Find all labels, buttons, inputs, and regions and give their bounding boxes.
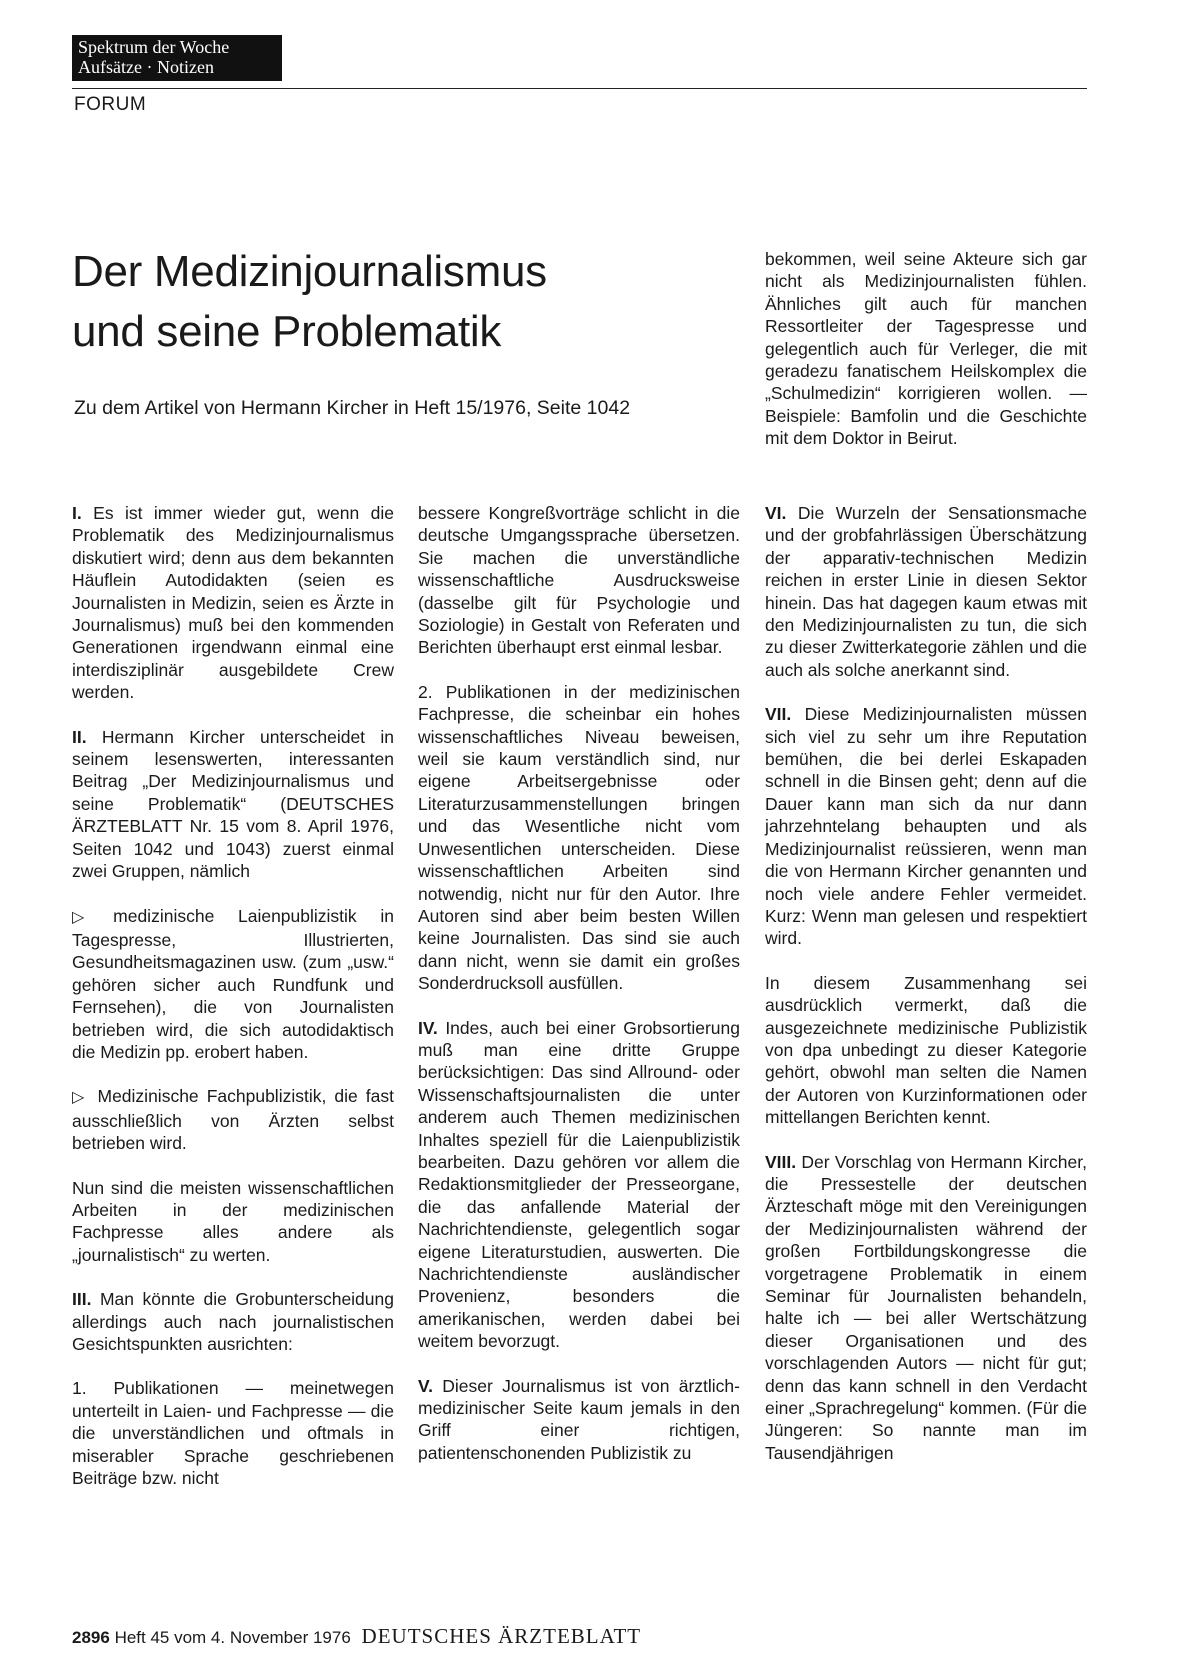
- paragraph-text: Hermann Kircher unterscheidet in seinem lesenswerten, interessanten Beitrag „Der Medizinjournalismus und seine Problematik“ (DEUTSCHES ÄRZTEBLATT Nr. 15 vom 8. April 1976, Seiten 1042 und 1043) zuerst einmal zwei Gruppen, nämlich: [72, 726, 394, 882]
- article-subtitle: Zu dem Artikel von Hermann Kircher in Heft 15/1976, Seite 1042: [74, 397, 631, 419]
- text-column-3: [765, 502, 1087, 1486]
- paragraph: [418, 502, 740, 659]
- journal-masthead: DEUTSCHES ÄRZTEBLATT: [361, 1624, 642, 1648]
- paragraph: [418, 1375, 740, 1465]
- paragraph: [418, 681, 740, 995]
- paragraph-text: medizinische Laienpublizistik in Tagespresse, Illustrierten, Gesundheitsmagazinen usw. (zum „usw.“ gehören sicher auch Rundfunk und Fernsehen), die von Journalisten betrieben wird, die sich autodidaktisch die Medizin pp. erobert haben.: [72, 905, 394, 1062]
- paragraph: [418, 1017, 740, 1353]
- paragraph-text: 1. Publikationen — meinetwegen unterteilt in Laien- und Fachpresse — die die unverständlichen und oftmals in miserabler Sprache geschriebenen Beiträge bzw. nicht: [72, 1378, 394, 1489]
- title-line-1: Der Medizinjournalismus: [72, 247, 547, 296]
- article-title: [72, 242, 712, 362]
- paragraph-number: II.: [72, 726, 87, 747]
- triangle-bullet-icon: ▷: [72, 1089, 88, 1107]
- rubric-badge: [72, 35, 282, 81]
- paragraph: [72, 502, 394, 704]
- paragraph: [765, 1151, 1087, 1465]
- paragraph-number: V.: [418, 1375, 433, 1396]
- rubric-line-2: Aufsätze · Notizen: [78, 57, 214, 77]
- triangle-bullet-icon: ▷: [72, 908, 104, 926]
- paragraph: [72, 1177, 394, 1267]
- paragraph: [765, 703, 1087, 949]
- paragraph-number: VII.: [765, 704, 792, 725]
- paragraph-text: bessere Kongreßvorträge schlicht in die deutsche Umgangssprache übersetzen. Sie machen die unverständliche wissenschaftliche Ausdrucksweise (dasselbe gilt für Psychologie und Soziologie) in Gestalt von Referaten und Berichten überhaupt erst einmal lesbar.: [418, 503, 740, 658]
- paragraph-text: Es ist immer wieder gut, wenn die Problematik des Medizinjournalismus diskutiert wird; denn aus dem bekannten Häuflein Autodidakten (seien es Journalisten in Medizin, seien es Ärzte in Journalismus) muß bei den kommenden Generationen irgendwann einmal eine interdisziplinär ausgebildete Crew werden.: [72, 503, 394, 703]
- paragraph-text: 2. Publikationen in der medizinischen Fachpresse, die scheinbar ein hohes wissenschaftliches Niveau beweisen, weil sie kaum verständlich sind, nur eigene Arbeitsergebnisse oder Literaturzusammenstellungen bringen und das Wesentliche nicht vom Unwesentlichen unterscheiden. Diese wissenschaftlichen Arbeiten sind notwendig, nicht nur für den Autor. Ihre Autoren sind aber beim besten Willen keine Journalisten. Das sind sie auch dann nicht, wenn sie damit ein großes Sonderdrucksoll ausfüllen.: [418, 681, 740, 994]
- paragraph-text: Indes, auch bei einer Grobsortierung muß man eine dritte Gruppe berücksichtigen: Das sind Allround- oder Wissenschaftsjournalisten die unter anderem auch Themen medizinischen Inhaltes speziell für die Laienpublizistik bearbeiten. Dazu gehören vor allem die Redaktionsmitglieder der Presseorgane, die das anfallende Material der Nachrichtendienste, gelegentlich sogar eigene Literaturstudien, auswerten. Die Nachrichtendienste ausländischer Provenienz, besonders die amerikanischen, werden dabei bei weitem bevorzugt.: [418, 1017, 740, 1352]
- paragraph-text: Medizinische Fachpublizistik, die fast ausschließlich von Ärzten selbst betrieben wird.: [72, 1086, 394, 1154]
- text-column-2: [418, 502, 740, 1486]
- page-number: 2896: [72, 1628, 110, 1647]
- paragraph: [765, 502, 1087, 681]
- paragraph-text: In diesem Zusammenhang sei ausdrücklich vermerkt, daß die ausgezeichnete medizinische Publizistik von dpa unbedingt zu dieser Kategorie gehört, obwohl man selten die Namen der Autoren von Kurzinformationen oder mittellangen Berichten kennt.: [765, 972, 1087, 1128]
- paragraph-text: Man könnte die Grobunterscheidung allerdings auch nach journalistischen Gesichtspunkten ausrichten:: [72, 1289, 394, 1354]
- intro-column: bekommen, weil seine Akteure sich gar nicht als Medizinjournalisten fühlen. Ähnliches gilt auch für manchen Ressortleiter der Tagespresse und gelegentlich auch für Verleger, die mit geradezu fanatischem Heilskomplex die „Schulmedizin“ korrigieren wollen. — Beispiele: Bamfolin und die Geschichte mit dem Doktor in Beirut.: [765, 249, 1087, 449]
- paragraph: [72, 1288, 394, 1355]
- paragraph-number: IV.: [418, 1017, 438, 1038]
- paragraph: [765, 972, 1087, 1129]
- paragraph-text: Dieser Journalismus ist von ärztlich-medizinischer Seite kaum jemals in den Griff einer richtigen, patientenschonenden Publizistik zu: [418, 1375, 740, 1463]
- paragraph-text: Der Vorschlag von Hermann Kircher, die Pressestelle der deutschen Ärzteschaft möge mit den Vereinigungen der Medizinjournalisten während der großen Fortbildungskongresse die vorgetragene Problematik in einem Seminar für Journalisten behandeln, halte ich — bei aller Wertschätzung dieser Organisationen und des vorschlagenden Autors — nicht für gut; denn das kann schnell in den Verdacht einer „Sprachregelung“ kommen. (Für die Jüngeren: So nannte man im Tausendjährigen: [765, 1151, 1087, 1463]
- paragraph-number: I.: [72, 503, 82, 523]
- paragraph-text: Die Wurzeln der Sensationsmache und der grobfahrlässigen Überschätzung der apparativ-technischen Medizin reichen in erster Linie in diesen Sektor hinein. Das hat dagegen kaum etwas mit den Medizinjournalisten zu tun, die sich zu dieser Zwitterkategorie zählen und die auch als solche anerkannt sind.: [765, 503, 1087, 680]
- issue-info: Heft 45 vom 4. November 1976: [114, 1628, 351, 1647]
- bullet-paragraph: [72, 1085, 394, 1154]
- section-label: FORUM: [74, 94, 147, 115]
- header-rule: [72, 88, 1087, 89]
- rubric-line-1: Spektrum der Woche: [78, 37, 230, 57]
- paragraph: [72, 1377, 394, 1489]
- paragraph-number: III.: [72, 1289, 92, 1310]
- paragraph-number: VI.: [765, 503, 787, 523]
- text-column-1: [72, 502, 394, 1511]
- bullet-paragraph: [72, 905, 394, 1064]
- paragraph-number: VIII.: [765, 1151, 797, 1172]
- page-footer: [72, 1624, 641, 1649]
- paragraph-text: Nun sind die meisten wissenschaftlichen Arbeiten in der medizinischen Fachpresse alles andere als „journalistisch“ zu werten.: [72, 1177, 394, 1265]
- paragraph: [72, 726, 394, 883]
- title-line-2: und seine Problematik: [72, 307, 502, 356]
- paragraph-text: Diese Medizinjournalisten müssen sich viel zu sehr um ihre Reputation bemühen, die bei derlei Eskapaden schnell in die Binsen geht; denn auf die Dauer kann man sich da nur dann jahrzehntelang behaupten und als Medizinjournalist reüssieren, wenn man die von Hermann Kircher genannten und noch viele andere Fehler vermeidet. Kurz: Wenn man gelesen und respektiert wird.: [765, 704, 1087, 949]
